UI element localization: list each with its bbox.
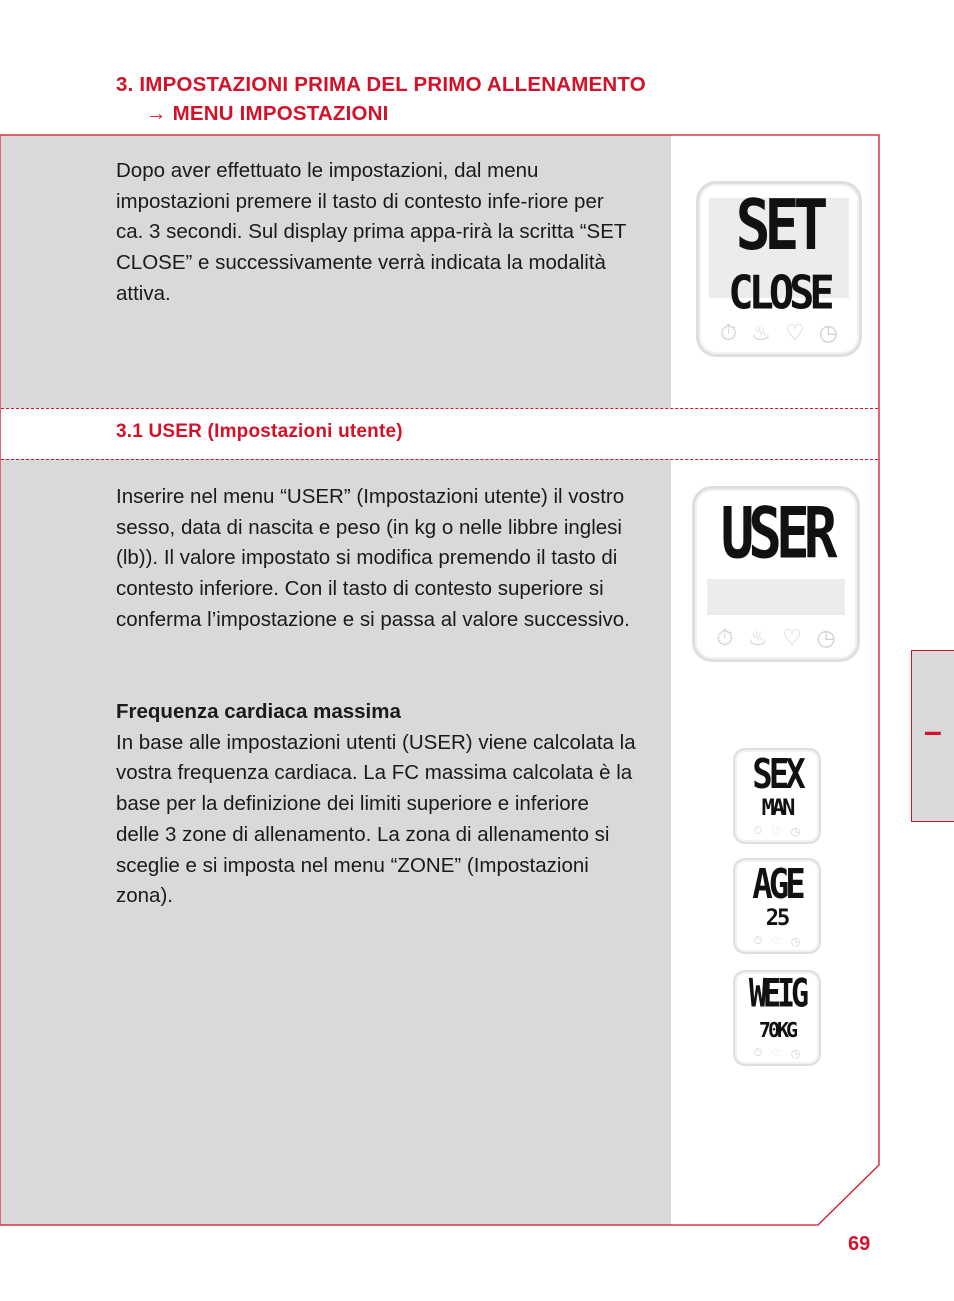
clock-icon: ◷ (790, 826, 801, 838)
chapter-heading-line1: 3. IMPOSTAZIONI PRIMA DEL PRIMO ALLENAMENTO (116, 73, 646, 96)
display-user (692, 486, 860, 662)
display-icon-row (735, 935, 819, 948)
chapter-heading (116, 70, 646, 128)
display-ghost-segment (707, 579, 845, 615)
stopwatch-icon: ⏱ (753, 935, 763, 947)
display-line1: WEIG (748, 971, 806, 1018)
language-side-tab (911, 650, 954, 822)
display-set-close (696, 181, 862, 357)
stopwatch-icon: ⏱ (716, 625, 734, 650)
heart-icon: ♡ (784, 320, 805, 345)
stopwatch-icon: ⏱ (753, 1047, 763, 1059)
chapter-heading-line2: → MENU IMPOSTAZIONI (146, 102, 389, 125)
section1-paragraph: Dopo aver effettuato le impostazioni, dal menu impostazioni premere il tasto di contesto infe-riore per ca. 3 secondi. Sul display prima appa-rirà la scritta “SET CLOSE” e successivamente verrà indicata la modalità attiva. (116, 159, 627, 305)
section2-paragraph: Inserire nel menu “USER” (Impostazioni utente) il vostro sesso, data di nascita e peso (in kg o nelle libbre inglesi (lb)). Il valore impostato si modifica premendo il tasto di contesto inferiore. Con il tasto di contesto superiore si conferma l’impostazione e si passa al valore successivo. (116, 485, 630, 631)
display-line1: AGE (752, 861, 802, 909)
section2-paragraph2: In base alle impostazioni utenti (USER) viene calcolata la vostra frequenza cardiaca. La FC massima calcolata è la base per la definizione dei limiti superiore e inferiore delle 3 zone di allenamento. La zona di allenamento si sceglie e si imposta nel menu “ZONE” (Impostazioni zona). (116, 730, 636, 908)
heart-icon: ♡ (771, 936, 782, 948)
display-age (733, 858, 821, 954)
divider-top (1, 408, 878, 409)
display-icon-row (735, 825, 819, 838)
divider-bottom (1, 459, 878, 460)
display-line2: MAN (761, 796, 793, 821)
display-weight (733, 970, 821, 1066)
heart-icon: ♡ (782, 625, 802, 650)
clock-icon: ◷ (790, 1048, 801, 1060)
heart-icon: ♡ (771, 1048, 782, 1060)
clock-icon: ◷ (818, 320, 838, 345)
flame-icon: ♨ (747, 625, 768, 650)
section2-subtitle: Frequenza cardiaca massima (116, 700, 401, 723)
display-line2: CLOSE (728, 265, 830, 320)
display-line1: SET (735, 184, 823, 266)
section2-title: 3.1 USER (Impostazioni utente) (116, 421, 403, 442)
display-line2: 70KG (758, 1018, 796, 1042)
heart-icon: ♡ (771, 826, 782, 838)
display-icon-row (699, 320, 859, 346)
display-line1: SEX (752, 751, 802, 799)
stopwatch-icon: ⏱ (753, 825, 763, 837)
display-line1: USER (720, 493, 832, 575)
display-icon-row (735, 1047, 819, 1060)
display-icon-row (695, 625, 857, 651)
stopwatch-icon: ⏱ (720, 320, 738, 345)
display-sex (733, 748, 821, 844)
display-line2: 25 (765, 906, 789, 931)
clock-icon: ◷ (816, 625, 836, 650)
page-number: 69 (848, 1233, 871, 1255)
section2-subsection (116, 697, 636, 912)
side-tab-label: – (924, 713, 942, 749)
flame-icon: ♨ (751, 320, 771, 345)
clock-icon: ◷ (790, 936, 801, 948)
